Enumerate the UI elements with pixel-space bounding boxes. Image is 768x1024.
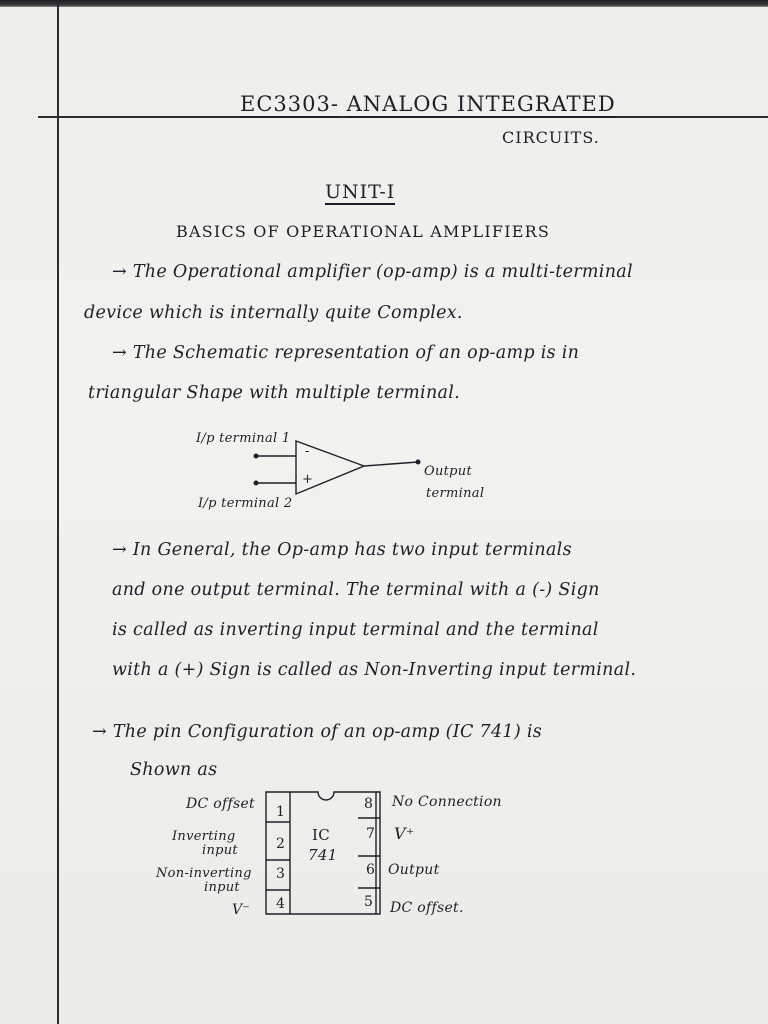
opamp-input1-label: I/p terminal 1 xyxy=(196,431,291,446)
opamp-input1-node xyxy=(254,454,258,458)
para1-line1: → The Operational amplifier (op-amp) is a multi-terminal xyxy=(112,262,633,282)
opamp-input2-label: I/p terminal 2 xyxy=(198,496,293,511)
ic-label-line1: IC xyxy=(312,826,331,844)
para4-line2: Shown as xyxy=(130,760,218,780)
pin3-label-line1: Non-inverting xyxy=(156,866,252,881)
opamp-minus-sign: - xyxy=(305,444,310,459)
opamp-input2-node xyxy=(254,481,258,485)
opamp-output-label-line1: Output xyxy=(424,464,472,479)
pin2-label-line2: input xyxy=(202,843,238,858)
opamp-plus-sign: + xyxy=(302,472,314,487)
pin4-label: V⁻ xyxy=(232,902,251,918)
pin3-number: 3 xyxy=(276,866,286,882)
pin1-label: DC offset xyxy=(186,796,255,812)
opamp-output-label-line2: terminal xyxy=(426,486,485,501)
course-name-line1: ANALOG INTEGRATED xyxy=(346,92,616,116)
course-name-line2: CIRCUITS. xyxy=(502,128,600,147)
para2-line1: → The Schematic representation of an op-amp is in xyxy=(112,343,580,363)
para3-line1: → In General, the Op-amp has two input terminals xyxy=(112,540,572,560)
opamp-triangle xyxy=(296,441,364,494)
ic-label-line2: 741 xyxy=(308,846,338,864)
pin7-label: V⁺ xyxy=(394,824,415,843)
ic-body xyxy=(266,792,380,914)
para2-line2: triangular Shape with multiple terminal. xyxy=(88,383,461,403)
pin6-label: Output xyxy=(388,862,440,878)
para1-line2: device which is internally quite Complex. xyxy=(84,303,463,323)
opamp-output-node xyxy=(416,460,420,464)
ic741-package xyxy=(266,792,380,914)
pin8-label: No Connection xyxy=(392,794,502,810)
pin5-number: 5 xyxy=(364,894,374,910)
para3-line3: is called as inverting input terminal and the terminal xyxy=(112,620,599,640)
para3-line4: with a (+) Sign is called as Non-Inverting input terminal. xyxy=(112,660,637,680)
pin4-number: 4 xyxy=(276,896,286,912)
para4-line1: → The pin Configuration of an op-amp (IC 741) is xyxy=(92,722,543,742)
opamp-symbol xyxy=(254,441,420,494)
pin8-number: 8 xyxy=(364,796,374,812)
pin1-number: 1 xyxy=(276,804,286,820)
unit-heading: UNIT-I xyxy=(325,181,396,203)
para3-line2: and one output terminal. The terminal with a (-) Sign xyxy=(112,580,600,600)
pin2-label-line1: Inverting xyxy=(172,829,236,844)
topic-heading: BASICS OF OPERATIONAL AMPLIFIERS xyxy=(176,222,551,241)
pin7-number: 7 xyxy=(366,826,376,842)
pin3-label-line2: input xyxy=(204,880,240,895)
course-code: EC3303- xyxy=(240,92,339,116)
opamp-output-wire xyxy=(364,462,418,466)
pin6-number: 6 xyxy=(366,862,376,878)
pin2-number: 2 xyxy=(276,836,286,852)
pin5-label: DC offset. xyxy=(390,900,464,916)
